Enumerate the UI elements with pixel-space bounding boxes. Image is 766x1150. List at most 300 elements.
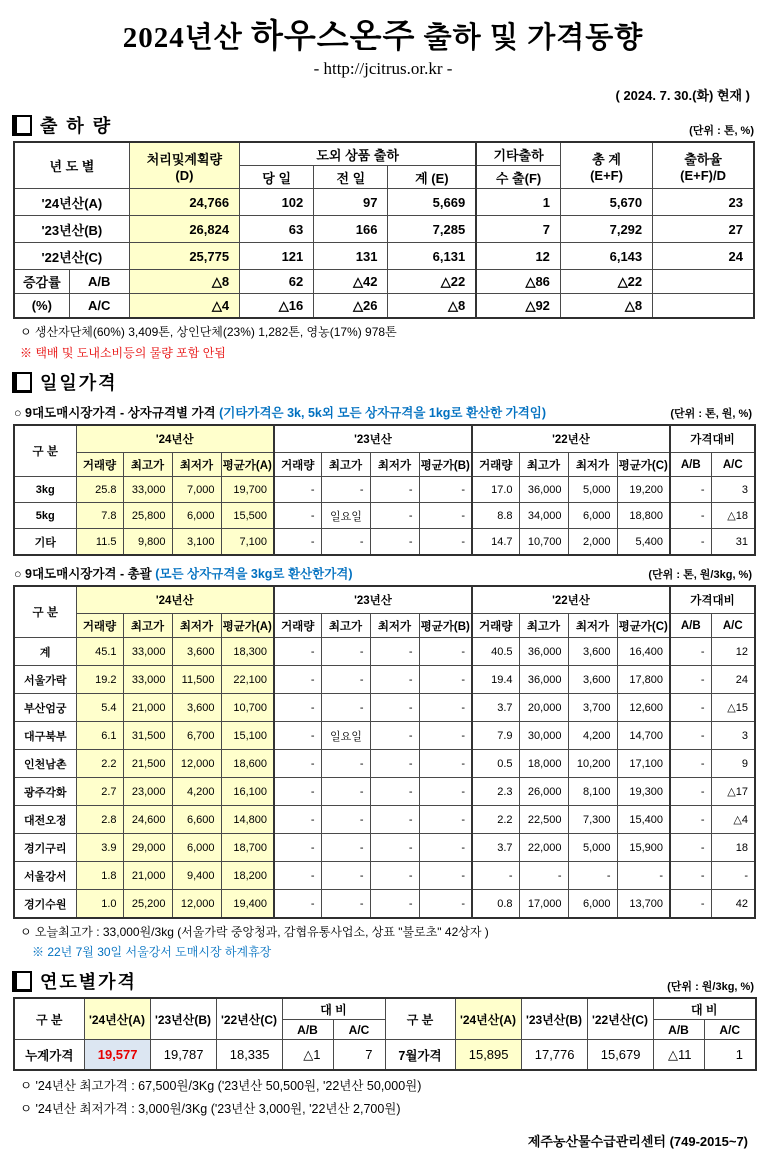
cell-rate: 24 <box>653 243 754 270</box>
cell: - <box>274 862 321 890</box>
row-label: 3kg <box>14 477 76 503</box>
cell: 6.1 <box>76 722 123 750</box>
column-header: 최저가 <box>568 453 617 477</box>
cell: - <box>419 834 472 862</box>
cell: - <box>321 529 370 556</box>
group-header-ratio: 대 비 <box>653 998 756 1020</box>
cell: 18,800 <box>617 503 670 529</box>
cell-day: 63 <box>240 216 314 243</box>
column-header-export: 수 출(F) <box>476 166 560 189</box>
cell: 31,500 <box>123 722 172 750</box>
shipment-header-row1 <box>14 142 754 166</box>
cell: 14,800 <box>221 806 274 834</box>
cell: - <box>370 666 419 694</box>
cell: 14.7 <box>472 529 519 556</box>
group-header-24: '24년산 <box>76 425 274 453</box>
cell: 9,800 <box>123 529 172 556</box>
column-header: A/B <box>670 453 711 477</box>
column-header-sum: 계 (E) <box>388 166 476 189</box>
total-line1: 총 계 <box>592 151 621 167</box>
shipment-note: ㅇ 생산자단체(60%) 3,409톤, 상인단체(23%) 1,282톤, 영농(17%) 978톤 <box>20 325 397 339</box>
cell: 16,400 <box>617 638 670 666</box>
cell: 19,400 <box>221 890 274 919</box>
row-label: 대구북부 <box>14 722 76 750</box>
cell: - <box>321 638 370 666</box>
overall-price-row <box>14 694 755 722</box>
cell-export: 7 <box>476 216 560 243</box>
row-label-cumulative: 누계가격 <box>14 1040 84 1071</box>
delta-row-ratio: A/C <box>69 294 129 319</box>
column-header-etc: 기타출하 <box>476 142 560 166</box>
cell: - <box>419 862 472 890</box>
box-price-title-text: ○ 9대도매시장가격 - 상자규격별 가격 <box>14 406 216 420</box>
cell: △15 <box>711 694 755 722</box>
cell-cumulative-22: 18,335 <box>216 1040 282 1071</box>
column-header-23: '23년산(B) <box>521 998 587 1040</box>
page-title <box>12 10 754 57</box>
cell: - <box>321 477 370 503</box>
column-header-year: 년 도 별 <box>14 142 129 189</box>
cell: 3.7 <box>472 834 519 862</box>
cell: - <box>370 503 419 529</box>
column-header-gubun: 구 분 <box>14 425 76 477</box>
column-header-ab: A/B <box>282 1020 333 1040</box>
cell: 18,000 <box>519 750 568 778</box>
cell: - <box>370 862 419 890</box>
overall-price-row <box>14 750 755 778</box>
cell: - <box>321 750 370 778</box>
cell-prev: 97 <box>314 189 388 216</box>
square-bullet-icon <box>12 971 32 992</box>
cell: - <box>370 638 419 666</box>
cell: 10,700 <box>221 694 274 722</box>
cell: - <box>274 477 321 503</box>
cell-day: 102 <box>240 189 314 216</box>
unit-label-box: (단위 : 톤, 원, %) <box>670 408 752 420</box>
box-price-title <box>14 403 546 421</box>
row-label: 계 <box>14 638 76 666</box>
cell: - <box>274 806 321 834</box>
column-header-24: '24년산(A) <box>455 998 521 1040</box>
cell: 30,000 <box>519 722 568 750</box>
cell: 18 <box>711 834 755 862</box>
cell: - <box>274 750 321 778</box>
cell: - <box>711 862 755 890</box>
cell: 9,400 <box>172 862 221 890</box>
column-header: 최저가 <box>568 614 617 638</box>
cell: 7,000 <box>172 477 221 503</box>
column-header: 최저가 <box>172 614 221 638</box>
cell: - <box>321 890 370 919</box>
row-label: '22년산(C) <box>14 243 129 270</box>
row-label: 경기구리 <box>14 834 76 862</box>
column-header-ab: A/B <box>653 1020 704 1040</box>
cell: - <box>670 694 711 722</box>
column-header: 최고가 <box>321 453 370 477</box>
cell: 15,500 <box>221 503 274 529</box>
cell-sum: 6,131 <box>388 243 476 270</box>
cell-prev: 166 <box>314 216 388 243</box>
yearly-header-row1 <box>14 998 756 1020</box>
column-header-ac: A/C <box>333 1020 385 1040</box>
overall-price-table <box>13 585 756 919</box>
cell: - <box>419 694 472 722</box>
column-header: A/C <box>711 453 755 477</box>
cell: 25,200 <box>123 890 172 919</box>
overall-price-title <box>14 564 353 582</box>
column-header: 최고가 <box>519 453 568 477</box>
cell: - <box>370 694 419 722</box>
column-header: 평균가(B) <box>419 453 472 477</box>
cell: 6,000 <box>172 834 221 862</box>
shipment-warning-note: ※ 택배 및 도내소비등의 물량 포함 안됨 <box>20 346 226 360</box>
row-label-july: 7월가격 <box>385 1040 455 1071</box>
group-header-23: '23년산 <box>274 586 472 614</box>
cell: 14,700 <box>617 722 670 750</box>
price-header-row2 <box>14 453 755 477</box>
cell: - <box>617 862 670 890</box>
cell: △17 <box>711 778 755 806</box>
cell-rate: 27 <box>653 216 754 243</box>
section-title-text: 출 하 량 <box>40 116 113 136</box>
shipment-row <box>14 243 754 270</box>
row-label: 서울가락 <box>14 666 76 694</box>
cell-export: 1 <box>476 189 560 216</box>
cell-prev: △42 <box>314 270 388 294</box>
cell: - <box>419 638 472 666</box>
cell: 15,100 <box>221 722 274 750</box>
cell: - <box>419 722 472 750</box>
cell: - <box>670 750 711 778</box>
cell: 5,000 <box>568 834 617 862</box>
row-label: '24년산(A) <box>14 189 129 216</box>
cell-july-23: 17,776 <box>521 1040 587 1071</box>
cell: - <box>568 862 617 890</box>
cell: 8,100 <box>568 778 617 806</box>
cell-prev: △26 <box>314 294 388 319</box>
column-header: 거래량 <box>274 614 321 638</box>
cell-cumulative-23: 19,787 <box>150 1040 216 1071</box>
plan-line2: (D) <box>175 167 194 183</box>
column-header: 거래량 <box>472 453 519 477</box>
yearly-max-note: ㅇ '24년산 최고가격 : 67,500원/3Kg ('23년산 50,500원, '22년산 50,000원) <box>20 1079 422 1093</box>
cell: 4,200 <box>568 722 617 750</box>
column-header: 평균가(C) <box>617 453 670 477</box>
cell: 33,000 <box>123 638 172 666</box>
column-header: 최저가 <box>370 614 419 638</box>
group-header-24: '24년산 <box>76 586 274 614</box>
cell: 1.0 <box>76 890 123 919</box>
cell: - <box>419 477 472 503</box>
row-label: '23년산(B) <box>14 216 129 243</box>
cell: 3,100 <box>172 529 221 556</box>
cell-plan: 24,766 <box>129 189 239 216</box>
cell: 34,000 <box>519 503 568 529</box>
row-label: 광주각화 <box>14 778 76 806</box>
column-header: 최고가 <box>123 453 172 477</box>
column-header: 거래량 <box>472 614 519 638</box>
cell: 15,400 <box>617 806 670 834</box>
cell: 3,600 <box>568 638 617 666</box>
cell: 3.9 <box>76 834 123 862</box>
cell: 10,700 <box>519 529 568 556</box>
cell-cumulative-ac: 7 <box>333 1040 385 1071</box>
cell: - <box>670 834 711 862</box>
column-header: 평균가(A) <box>221 453 274 477</box>
cell: 2,000 <box>568 529 617 556</box>
cell: 3 <box>711 722 755 750</box>
cell: - <box>670 638 711 666</box>
row-label: 서울강서 <box>14 862 76 890</box>
overall-price-title-row <box>14 564 752 582</box>
column-header-rate <box>653 142 754 189</box>
cell-total: △22 <box>560 270 652 294</box>
cell: - <box>370 806 419 834</box>
yearly-price-table <box>13 997 757 1071</box>
cell: 11,500 <box>172 666 221 694</box>
cell: 24,600 <box>123 806 172 834</box>
cell-july-24: 15,895 <box>455 1040 521 1071</box>
overall-price-row <box>14 722 755 750</box>
price-header-row2 <box>14 614 755 638</box>
yearly-data-row <box>14 1040 756 1071</box>
cell: 3,600 <box>172 694 221 722</box>
section-yearly-header <box>12 968 754 994</box>
box-price-table <box>13 424 756 556</box>
cell: 3 <box>711 477 755 503</box>
cell: 21,000 <box>123 694 172 722</box>
cell: 18,600 <box>221 750 274 778</box>
column-header: A/C <box>711 614 755 638</box>
cell: - <box>370 477 419 503</box>
cell: 17.0 <box>472 477 519 503</box>
cell: 12,000 <box>172 750 221 778</box>
cell: - <box>321 666 370 694</box>
cell: - <box>670 778 711 806</box>
cell: - <box>419 503 472 529</box>
cell: 23,000 <box>123 778 172 806</box>
cell: 3,600 <box>172 638 221 666</box>
group-header-ratio: 가격대비 <box>670 425 755 453</box>
column-header-day: 당 일 <box>240 166 314 189</box>
cell-total: 5,670 <box>560 189 652 216</box>
cell: - <box>519 862 568 890</box>
cell: - <box>670 503 711 529</box>
box-price-title-note: (기타가격은 3k, 5k외 모든 상자규격을 1kg로 환산한 가격임) <box>219 406 547 420</box>
section-daily-header <box>12 369 754 395</box>
as-of-date: ( 2024. 7. 30.(화) 현재 ) <box>615 88 750 103</box>
unit-label-shipment: (단위 : 톤, %) <box>689 125 754 137</box>
column-header: 최고가 <box>321 614 370 638</box>
cell: △4 <box>711 806 755 834</box>
cell: 18,200 <box>221 862 274 890</box>
cell: 12,600 <box>617 694 670 722</box>
cell-rate <box>653 294 754 319</box>
cell: 45.1 <box>76 638 123 666</box>
delta-row-label: (%) <box>14 294 69 319</box>
cell: - <box>670 890 711 919</box>
square-bullet-icon <box>12 115 32 136</box>
cell: - <box>419 806 472 834</box>
cell: 5,400 <box>617 529 670 556</box>
group-header-23: '23년산 <box>274 425 472 453</box>
cell-total: 6,143 <box>560 243 652 270</box>
square-bullet-icon <box>12 372 32 393</box>
cell: 18,700 <box>221 834 274 862</box>
column-header: 최저가 <box>172 453 221 477</box>
unit-label-yearly: (단위 : 원/3kg, %) <box>667 981 754 993</box>
cell: 8.8 <box>472 503 519 529</box>
cell: - <box>670 862 711 890</box>
cell: - <box>419 666 472 694</box>
cell: 19.2 <box>76 666 123 694</box>
cell-prev: 131 <box>314 243 388 270</box>
column-header-plan <box>129 142 239 189</box>
cell: 1.8 <box>76 862 123 890</box>
row-label: 대전오정 <box>14 806 76 834</box>
cell: 17,000 <box>519 890 568 919</box>
price-header-row1 <box>14 425 755 453</box>
cell: 42 <box>711 890 755 919</box>
cell: 3,600 <box>568 666 617 694</box>
cell: 3.7 <box>472 694 519 722</box>
cell: 24 <box>711 666 755 694</box>
shipment-table <box>13 141 755 319</box>
cell: 7.9 <box>472 722 519 750</box>
cell: △18 <box>711 503 755 529</box>
cell: - <box>670 722 711 750</box>
cell: 0.5 <box>472 750 519 778</box>
cell: - <box>370 722 419 750</box>
cell: - <box>274 722 321 750</box>
cell: - <box>370 750 419 778</box>
column-header-23: '23년산(B) <box>150 998 216 1040</box>
cell-rate: 23 <box>653 189 754 216</box>
cell-july-22: 15,679 <box>587 1040 653 1071</box>
rate-line2: (E+F)/D <box>680 167 727 183</box>
cell: 2.8 <box>76 806 123 834</box>
cell: 11.5 <box>76 529 123 556</box>
column-header-gubun: 구 분 <box>14 998 84 1040</box>
cell: 19,200 <box>617 477 670 503</box>
cell: 6,000 <box>172 503 221 529</box>
cell: 12 <box>711 638 755 666</box>
cell: - <box>472 862 519 890</box>
price-header-row1 <box>14 586 755 614</box>
cell: 2.3 <box>472 778 519 806</box>
column-header: 최고가 <box>519 614 568 638</box>
cell: - <box>274 778 321 806</box>
cell: - <box>321 834 370 862</box>
column-header: 거래량 <box>274 453 321 477</box>
cell: - <box>274 503 321 529</box>
cell-day: 62 <box>240 270 314 294</box>
section-title-yearly <box>12 968 137 994</box>
overall-price-row <box>14 834 755 862</box>
delta-row-ratio: A/B <box>69 270 129 294</box>
cell: 15,900 <box>617 834 670 862</box>
daily-holiday-note: ※ 22년 7월 30일 서울강서 도매시장 하계휴장 <box>32 945 272 959</box>
cell: 7.8 <box>76 503 123 529</box>
cell: - <box>419 778 472 806</box>
overall-price-row <box>14 806 755 834</box>
cell: 18,300 <box>221 638 274 666</box>
cell: 25,800 <box>123 503 172 529</box>
column-header-prev: 전 일 <box>314 166 388 189</box>
cell: - <box>274 694 321 722</box>
cell: - <box>321 862 370 890</box>
cell: 17,800 <box>617 666 670 694</box>
cell: 33,000 <box>123 477 172 503</box>
cell: 19,700 <box>221 477 274 503</box>
overall-price-row <box>14 890 755 919</box>
cell: 21,000 <box>123 862 172 890</box>
cell: 31 <box>711 529 755 556</box>
cell: - <box>370 529 419 556</box>
cell: - <box>419 750 472 778</box>
cell-july-ac: 1 <box>704 1040 756 1071</box>
cell-day: 121 <box>240 243 314 270</box>
cell: - <box>321 778 370 806</box>
column-header-gubun: 구 분 <box>385 998 455 1040</box>
cell: - <box>321 806 370 834</box>
section-title-daily <box>12 369 118 395</box>
cell: 36,000 <box>519 477 568 503</box>
total-line2: (E+F) <box>590 167 623 183</box>
cell: - <box>321 694 370 722</box>
cell: 일요일 <box>321 503 370 529</box>
cell: 16,100 <box>221 778 274 806</box>
cell: - <box>370 778 419 806</box>
cell-sum: △8 <box>388 294 476 319</box>
cell: 5,000 <box>568 477 617 503</box>
row-label: 기타 <box>14 529 76 556</box>
cell: 22,000 <box>519 834 568 862</box>
cell: 22,500 <box>519 806 568 834</box>
cell: 9 <box>711 750 755 778</box>
overall-price-row <box>14 778 755 806</box>
cell: 5.4 <box>76 694 123 722</box>
box-price-row <box>14 503 755 529</box>
column-header-outbound-group: 도외 상품 출하 <box>240 142 477 166</box>
cell-total: 7,292 <box>560 216 652 243</box>
cell-cumulative-24: 19,577 <box>84 1040 150 1071</box>
cell: 6,700 <box>172 722 221 750</box>
column-header-gubun: 구 분 <box>14 586 76 638</box>
row-label: 5kg <box>14 503 76 529</box>
cell: 36,000 <box>519 666 568 694</box>
daily-top-price-note: ㅇ 오늘최고가 : 33,000원/3kg (서울가락 중앙청과, 감협유통사업소, 상표 "불로초" 42상자 ) <box>20 925 489 939</box>
plan-line1: 처리및계획량 <box>146 151 223 167</box>
overall-price-row <box>14 862 755 890</box>
cell: - <box>274 890 321 919</box>
cell: 19,300 <box>617 778 670 806</box>
column-header: 최저가 <box>370 453 419 477</box>
column-header: 평균가(C) <box>617 614 670 638</box>
cell-export: △86 <box>476 270 560 294</box>
cell: 20,000 <box>519 694 568 722</box>
row-label: 경기수원 <box>14 890 76 919</box>
cell: 6,000 <box>568 890 617 919</box>
group-header-ratio: 대 비 <box>282 998 385 1020</box>
cell-plan: 25,775 <box>129 243 239 270</box>
cell: - <box>670 477 711 503</box>
cell-cumulative-ab: △1 <box>282 1040 333 1071</box>
cell: 3,700 <box>568 694 617 722</box>
cell: - <box>370 890 419 919</box>
delta-row-label: 증감률 <box>14 270 69 294</box>
cell: 36,000 <box>519 638 568 666</box>
